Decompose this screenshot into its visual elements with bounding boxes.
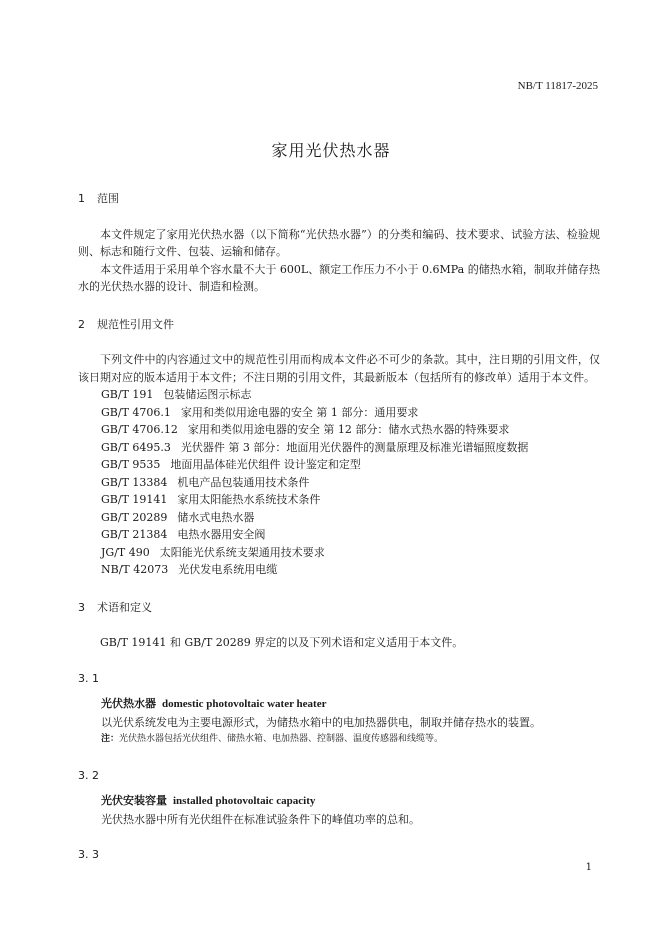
reference-code: GB/T 13384 — [101, 475, 168, 489]
reference-code: GB/T 4706.12 — [101, 423, 178, 436]
reference-name: 电热水器用安全阀 — [177, 528, 266, 541]
reference-item — [78, 439, 600, 457]
standard-code: NB/T 11817-2025 — [517, 80, 598, 92]
term-title — [78, 695, 600, 714]
reference-name: 太阳能光伏系统支架通用技术要求 — [159, 545, 325, 559]
reference-item — [78, 386, 600, 404]
reference-item — [78, 456, 600, 474]
term-definition: 以光伏系统发电为主要电源形式，为储热水箱中的电加热器供电，制取并储存热水的装置。 — [101, 715, 541, 729]
reference-name: 家用和类似用途电器的安全 第 12 部分：储水式热水器的特殊要求 — [187, 423, 510, 436]
page-number: 1 — [585, 862, 592, 873]
reference-list — [78, 386, 600, 579]
term-note-text: 光伏热水器包括光伏组件、储热水箱、电加热器、控制器、温度传感器和线缆等。 — [119, 734, 444, 744]
reference-name: 光伏器件 第 3 部分：地面用光伏器件的测量原理及标准光谱辐照度数据 — [180, 440, 529, 454]
section-title: 范围 — [97, 192, 119, 205]
reference-code: GB/T 20289 — [101, 510, 168, 524]
reference-name: 储水式电热水器 — [177, 510, 255, 524]
reference-code: GB/T 191 — [101, 388, 154, 401]
reference-name: 家用太阳能热水系统技术条件 — [177, 493, 321, 506]
section-heading-3 — [78, 599, 600, 617]
reference-code: GB/T 4706.1 — [101, 405, 171, 419]
terms-intro: GB/T 19141 和 GB/T 20289 界定的以及下列术语和定义适用于本文件。 — [100, 636, 464, 649]
reference-item — [78, 509, 600, 527]
term-number: 3. 2 — [78, 768, 99, 782]
term-note — [78, 731, 600, 749]
term-title-zh: 光伏热水器 — [101, 697, 156, 710]
term-title-zh: 光伏安装容量 — [101, 794, 167, 807]
section-heading-1 — [78, 190, 600, 208]
reference-code: NB/T 42073 — [101, 563, 169, 576]
reference-item — [78, 421, 600, 439]
term-number: 3. 3 — [78, 848, 99, 861]
reference-code: GB/T 21384 — [101, 528, 168, 541]
reference-code: GB/T 9535 — [101, 458, 161, 471]
reference-item — [78, 561, 600, 579]
scope-paragraph: 本文件适用于采用单个容水量不大于 600L、额定工作压力不小于 0.6MPa 的储热水箱，制取并储存热水的光伏热水器的设计、制造和检测。 — [78, 262, 600, 293]
reference-name: 家用和类似用途电器的安全 第 1 部分：通用要求 — [180, 405, 419, 419]
reference-item — [78, 474, 600, 492]
term-title-en: installed photovoltaic capacity — [173, 795, 316, 807]
section-title: 规范性引用文件 — [97, 317, 174, 331]
term-number: 3. 1 — [78, 671, 99, 685]
scope-paragraph: 本文件规定了家用光伏热水器（以下简称“光伏热水器”）的分类和编码、技术要求、试验方法、检验规则、标志和随行文件、包装、运输和储存。 — [78, 227, 600, 258]
document-title: 家用光伏热水器 — [271, 141, 391, 160]
section-heading-2 — [78, 316, 600, 334]
term-title — [78, 792, 600, 811]
reference-item — [78, 526, 600, 544]
section-title: 术语和定义 — [97, 600, 152, 614]
section-number: 3 — [78, 600, 85, 614]
reference-item — [78, 491, 600, 509]
reference-name: 包装储运图示标志 — [163, 388, 252, 401]
references-intro: 下列文件中的内容通过文中的规范性引用而构成本文件必不可少的条款。其中，注日期的引用文件，仅该日期对应的版本适用于本文件；不注日期的引用文件，其最新版本（包括所有的修改单）适用于本文件。 — [78, 353, 600, 384]
reference-code: GB/T 6495.3 — [101, 440, 171, 454]
section-number: 1 — [78, 192, 85, 205]
reference-code: GB/T 19141 — [101, 493, 168, 506]
reference-item — [78, 404, 600, 422]
term-note-label: 注： — [101, 734, 120, 744]
term-title-en: domestic photovoltaic water heater — [162, 698, 327, 710]
term-definition: 光伏热水器中所有光伏组件在标准试验条件下的峰值功率的总和。 — [101, 812, 420, 826]
reference-name: 机电产品包装通用技术条件 — [177, 475, 310, 489]
reference-name: 地面用晶体硅光伏组件 设计鉴定和定型 — [170, 458, 361, 471]
section-number: 2 — [78, 317, 85, 331]
reference-code: JG/T 490 — [101, 545, 150, 559]
document-body — [78, 190, 600, 864]
reference-name: 光伏发电系统用电缆 — [178, 563, 278, 576]
reference-item — [78, 544, 600, 562]
